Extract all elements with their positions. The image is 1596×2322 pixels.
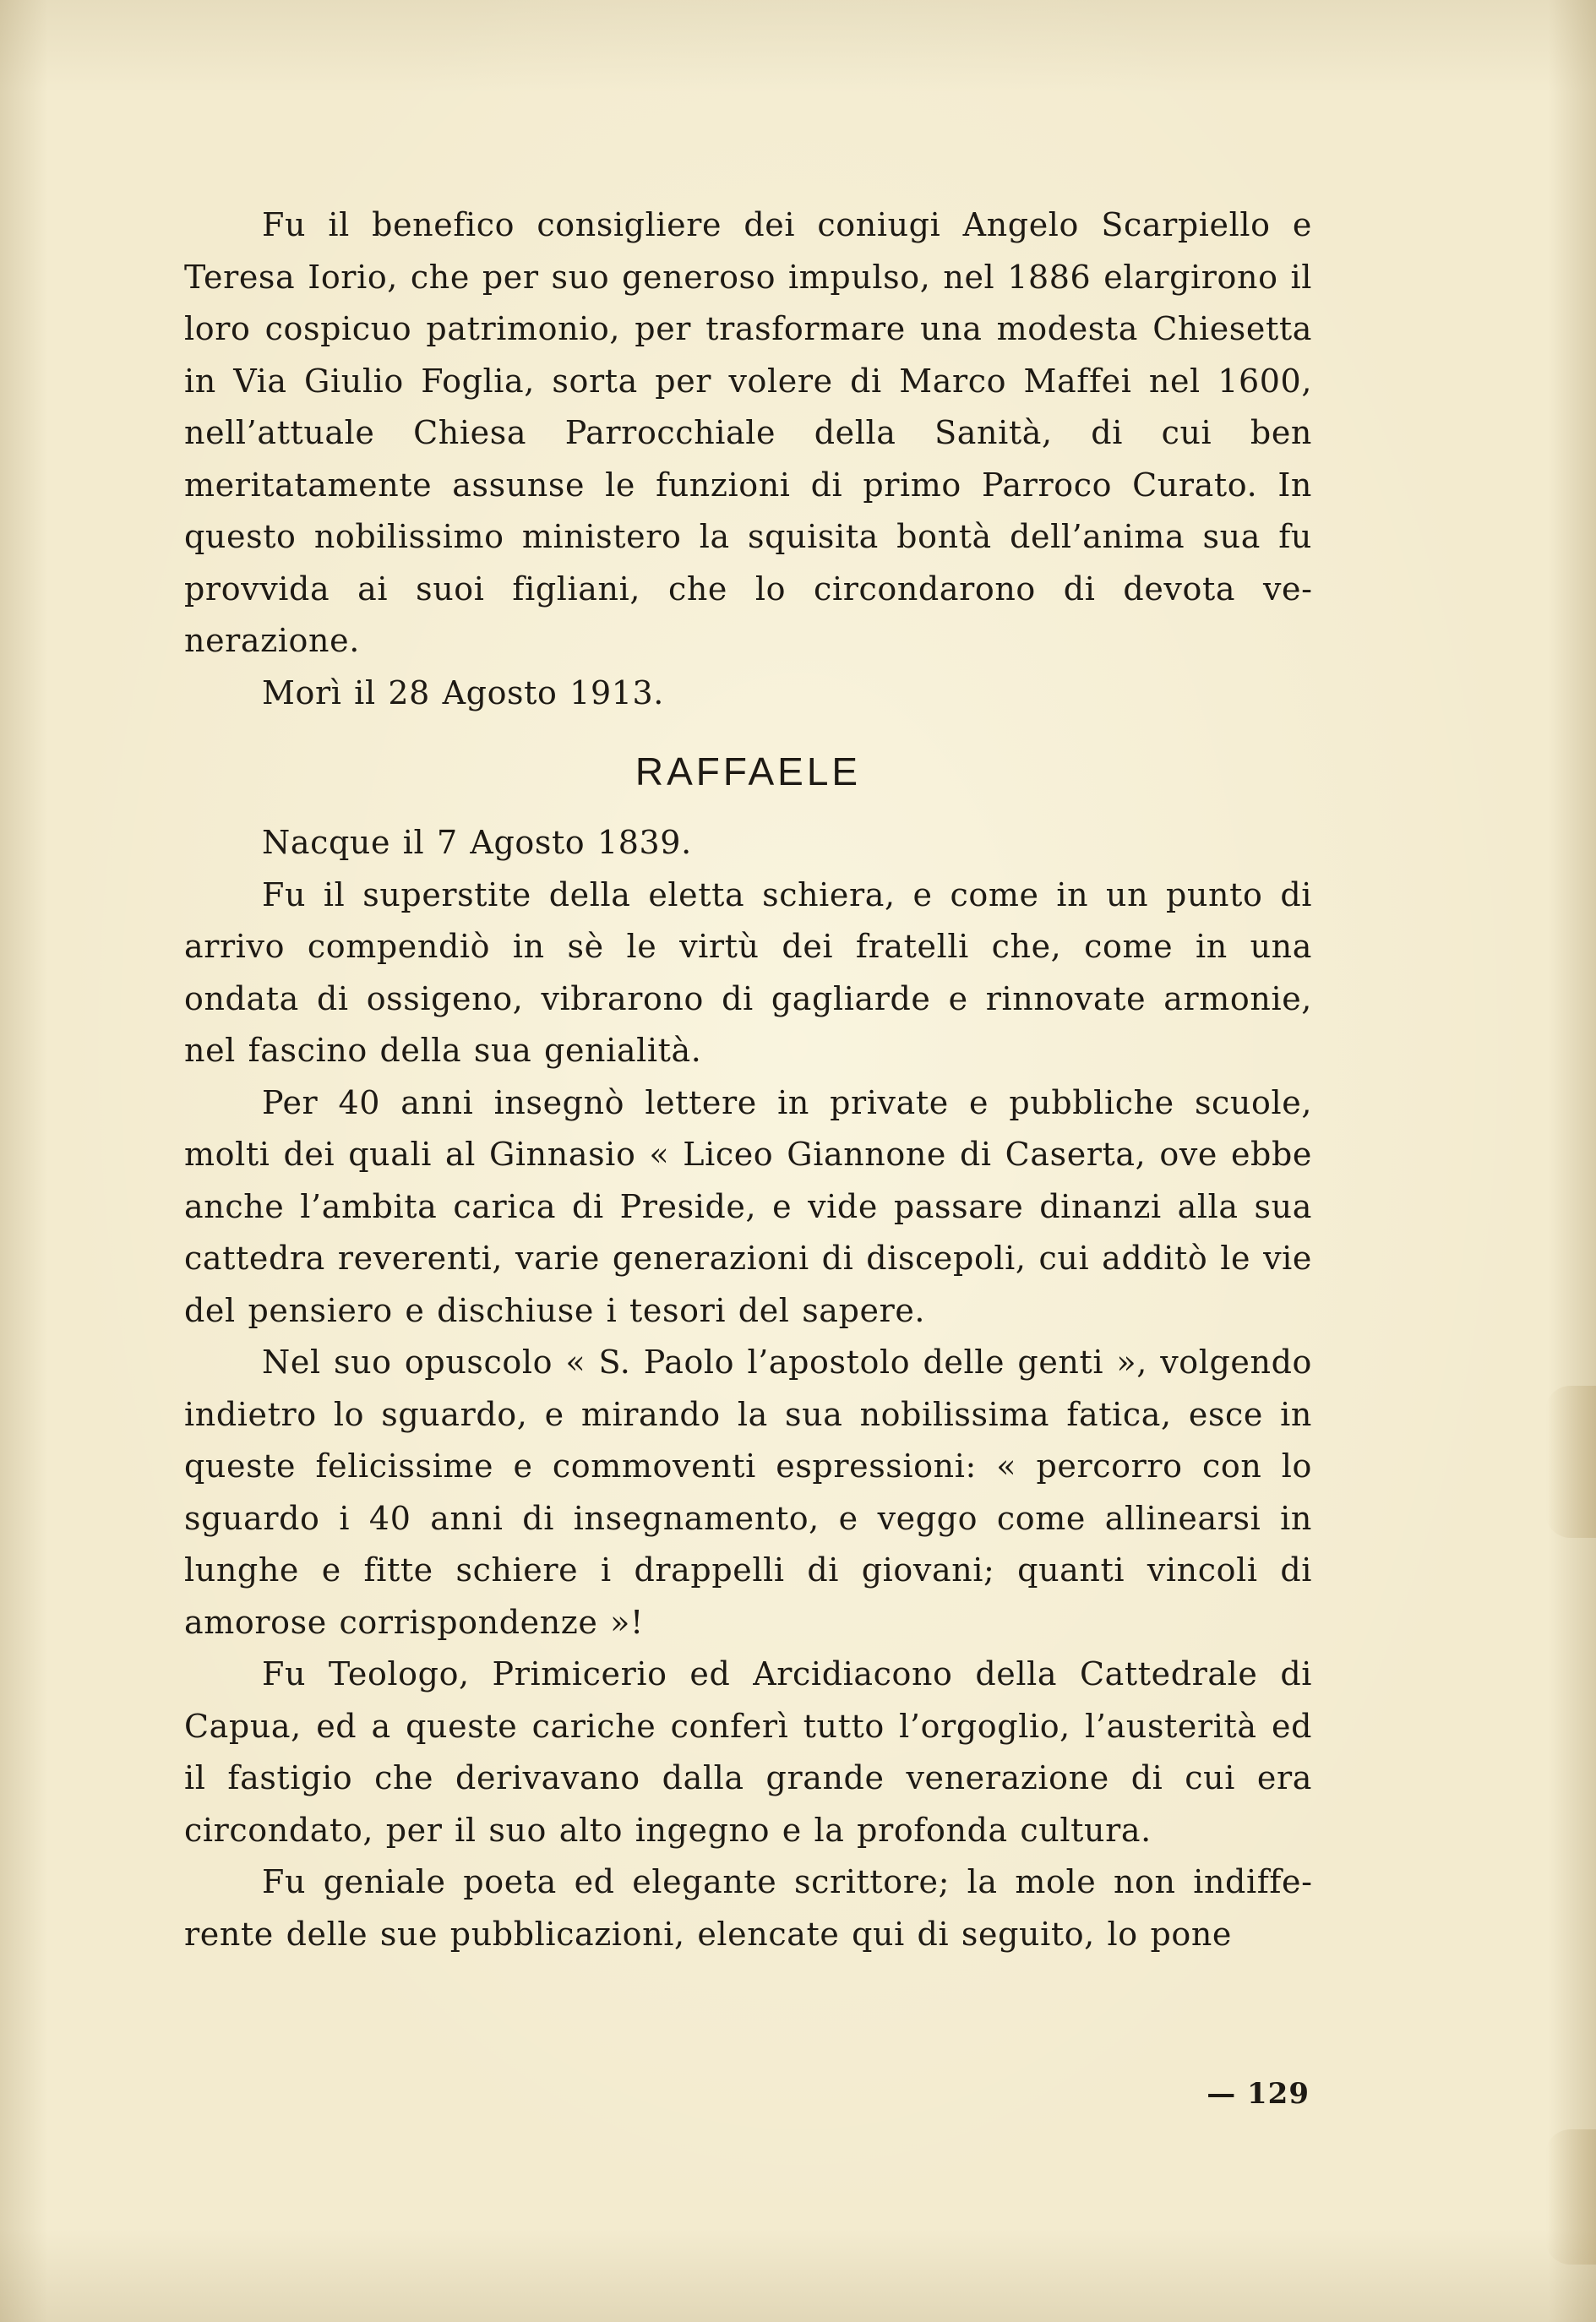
paragraph: Nacque il 7 Agosto 1839. [262,824,692,861]
paragraph: Fu geniale poeta ed elegante scrittore; la mole non indifferente delle sue pubblicazioni, elencate qui di seguito, lo pone [184,1863,1312,1953]
paragraph: Fu Teologo, Primicerio ed Arcidiacono della Cattedrale di Capua, ed a queste cariche conferì tutto l’orgoglio, l’austerità ed il fastigio che derivavano dalla grande venerazione di cui era circondato, per il suo alto ingegno e la profonda cultura. [184,1655,1312,1849]
page-text [184,199,1312,1960]
section-heading: RAFFAELE [635,749,862,793]
paragraph: Fu il benefico consigliere dei coniugi Angelo Scarpiello e Teresa Iorio, che per suo generoso impulso, nel 1886 elargirono il loro cospicuo patrimonio, per trasformare una modesta Chiesetta in Via Giulio Foglia, sorta per volere di Marco Maffei nel 1600, nell’attuale Chiesa Parrocchiale della Sanità, di cui ben meritatamente assunse le funzioni di primo Parroco Curato. In questo nobilissimo ministero la squisita bontà dell’anima sua fu provvida ai suoi figliani, che lo circondarono di devota venerazione. [184,206,1312,659]
edge-stain [1545,2129,1596,2265]
page-number: — 129 [1207,2077,1310,2111]
paragraph: Nel suo opuscolo « S. Paolo l’apostolo delle genti », volgendo indietro lo sguardo, e mirando la sua nobilissima fatica, esce in queste felicissime e commoventi espressioni: « percorro con lo sguardo i 40 anni di insegnamento, e veggo come allinearsi in lunghe e fitte schiere i drappelli di giovani; quanti vincoli di amorose corrispondenze »! [184,1344,1312,1641]
edge-stain [1545,1386,1596,1538]
paragraph: Morì il 28 Agosto 1913. [262,673,664,711]
paragraph: Per 40 anni insegnò lettere in private e pubbliche scuole, molti dei quali al Ginnasio « Liceo Giannone di Caserta, ove ebbe anche l’ambita carica di Preside, e vide passare dinanzi alla sua cattedra reverenti, varie generazioni di discepoli, cui additò le vie del pensiero e dischiuse i tesori del sapere. [184,1083,1312,1329]
paragraph: Fu il superstite della eletta schiera, e come in un punto di arrivo compendiò in sè le virtù dei fratelli che, come in una ondata di ossigeno, vibrarono di gagliarde e rinnovate armonie, nel fascino della sua genialità. [184,875,1312,1069]
